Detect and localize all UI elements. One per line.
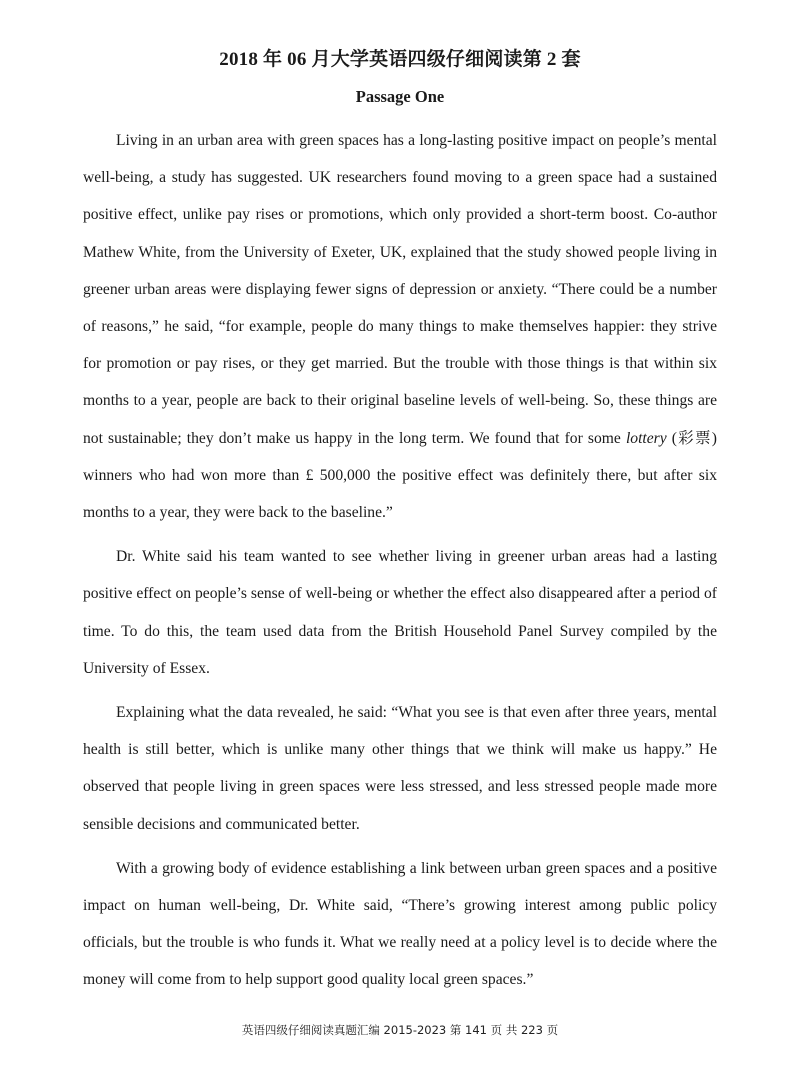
paragraph-1-text-end: (彩票) winners who had won more than £ 500,000 the positive effect was definitely there, but after six months to a year, they were back to the baseline.” <box>83 429 717 522</box>
paragraph-2: Dr. White said his team wanted to see whether living in greener urban areas had a lasting positive effect on people’s sense of well-being or whether the effect also disappeared after a period of time. To do this, the team used data from the British Household Panel Survey compiled by the University of Essex. <box>83 548 717 677</box>
paragraph-3: Explaining what the data revealed, he said: “What you see is that even after three years, mental health is still better, which is unlike many other things that we think will make us happy.” He observed that people living in green spaces were less stressed, and less stressed people made more sensible decisions and communicated better. <box>83 704 717 833</box>
passage-heading: Passage One <box>355 87 445 106</box>
page-footer: 英语四级仔细阅读真题汇编 2015-2023 第 141 页 共 223 页 <box>241 1023 559 1037</box>
paragraph-1 <box>83 122 717 531</box>
page-title: 2018 年 06 月大学英语四级仔细阅读第 2 套 <box>219 49 581 70</box>
paragraph-4: With a growing body of evidence establishing a link between urban green spaces and a positive impact on human well-being, Dr. White said, “There’s growing interest among public policy officials, but the trouble is who funds it. What we really need at a policy level is to decide where the money will come from to help support good quality local green spaces.” <box>83 859 717 989</box>
passage-body <box>83 122 717 1006</box>
italic-term-lottery: lottery <box>625 429 667 447</box>
paragraph-1-text-start: Living in an urban area with green spaces has a long-lasting positive impact on people’s mental well-being, a study has suggested. UK researchers found moving to a green space had a sustained positive effect, unlike pay rises or promotions, which only provided a short-term boost. Co-author Mathew White, from the University of Exeter, UK, explained that the study showed people living in greener urban areas were displaying fewer signs of depression or anxiety. “There could be a number of reasons,” he said, “for example, people do many things to make themselves happier: they strive for promotion or pay rises, or they get married. But the trouble with those things is that within six months to a year, people are back to their original baseline levels of well-being. So, these things are not sustainable; they don’t make us happy in the long term. We found that for some <box>83 132 717 447</box>
